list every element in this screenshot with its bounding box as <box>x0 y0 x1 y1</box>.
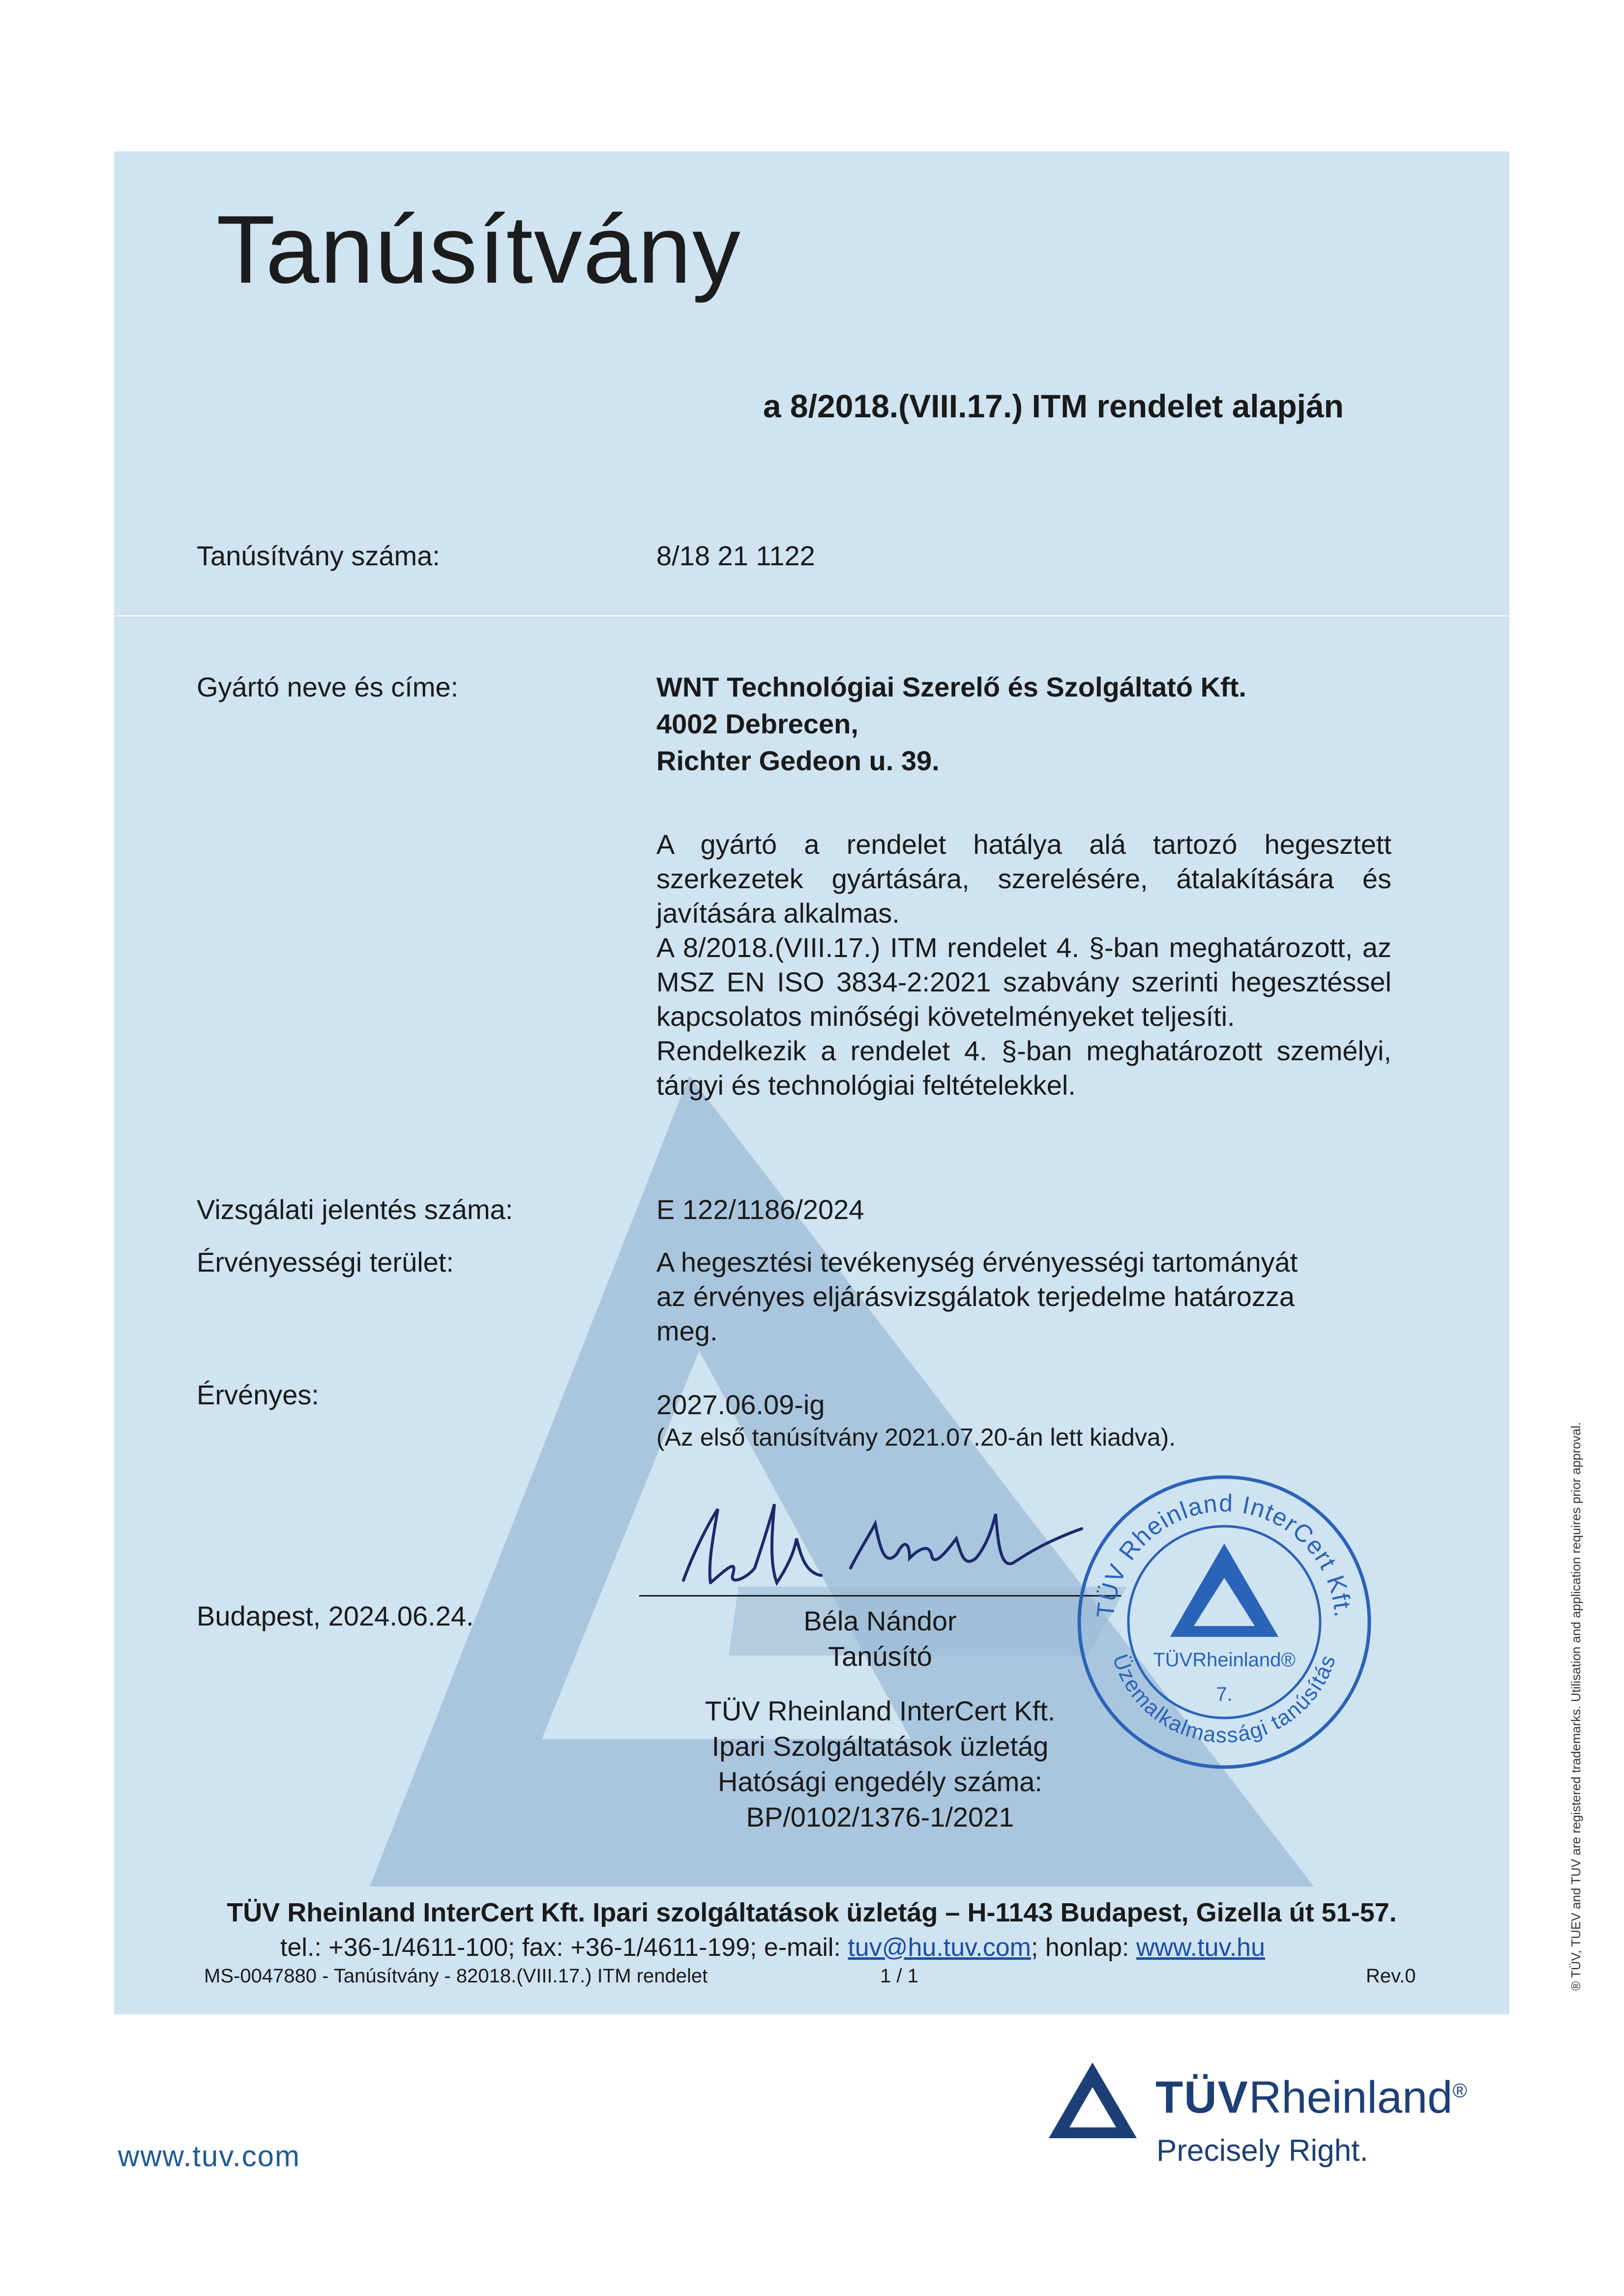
footer-tel-fax: tel.: +36-1/4611-100; fax: +36-1/4611-199; e-mail: <box>280 1933 848 1962</box>
footer-web-link[interactable]: www.tuv.hu <box>1136 1933 1265 1962</box>
brand-name-bold: TÜV <box>1155 2072 1249 2122</box>
scope-line-2: az érvényes eljárásvizsgálatok terjedelme határozza <box>656 1281 1295 1312</box>
statement-paragraph-1: A gyártó a rendelet hatálya alá tartozó hegesztett szerkezetek gyártására, szerelésére, átalakítására és javítására alkalmas. <box>656 829 1391 929</box>
svg-text:TÜV Rheinland InterCert Kft.: TÜV Rheinland InterCert Kft. <box>1091 1489 1357 1620</box>
statement <box>656 827 1391 1103</box>
brand-registered-mark: ® <box>1452 2080 1467 2102</box>
certificate-number-value: 8/18 21 1122 <box>656 540 815 571</box>
validity-value: 2027.06.09-ig <box>656 1389 825 1420</box>
footer-page-number: 1 / 1 <box>880 1965 918 1987</box>
report-number-label: Vizsgálati jelentés száma: <box>197 1194 513 1225</box>
validity-note: (Az első tanúsítvány 2021.07.20-án lett kiadva). <box>656 1424 1176 1451</box>
signer-role: Tanúsító <box>828 1641 932 1672</box>
signer-organization: TÜV Rheinland InterCert Kft. <box>705 1695 1056 1726</box>
manufacturer-street: Richter Gedeon u. 39. <box>656 745 940 776</box>
brand-name <box>1155 2072 1467 2123</box>
website-link[interactable]: www.tuv.com <box>118 2140 300 2173</box>
certificate-number-label: Tanúsítvány száma: <box>197 540 440 571</box>
official-stamp <box>1072 1470 1377 1774</box>
brand-name-rest: Rheinland <box>1249 2072 1453 2122</box>
footer-contact <box>280 1933 1265 1962</box>
footer-web-prefix: ; honlap: <box>1031 1933 1136 1962</box>
svg-text:TÜVRheinland®: TÜVRheinland® <box>1153 1649 1296 1671</box>
footer-revision: Rev.0 <box>1366 1965 1416 1987</box>
footer-document-reference: MS-0047880 - Tanúsítvány - 82018.(VIII.17.) ITM rendelet <box>204 1965 708 1987</box>
scope-label: Érvényességi terület: <box>197 1247 454 1278</box>
permit-number: BP/0102/1376-1/2021 <box>746 1802 1014 1832</box>
validity-label: Érvényes: <box>197 1379 319 1410</box>
handwritten-signature <box>674 1494 1092 1598</box>
permit-label: Hatósági engedély száma: <box>718 1766 1042 1797</box>
manufacturer-label: Gyártó neve és címe: <box>197 671 459 702</box>
report-number-value: E 122/1186/2024 <box>656 1194 864 1225</box>
statement-paragraph-2: A 8/2018.(VIII.17.) ITM rendelet 4. §-ban meghatározott, az MSZ EN ISO 3834-2:2021 szabvány szerinti hegesztéssel kapcsolatos minőségi követelményeket teljesíti. <box>656 932 1391 1032</box>
brand-tagline: Precisely Right. <box>1156 2134 1368 2168</box>
svg-text:7.: 7. <box>1216 1684 1233 1705</box>
manufacturer-name: WNT Technológiai Szerelő és Szolgáltató Kft. <box>656 671 1246 702</box>
trademark-note: ® TÜV, TUEV and TUV are registered trademarks. Utilisation and application requires prior approval. <box>1568 1422 1583 1991</box>
scope-line-1: A hegesztési tevékenység érvényességi tartományát <box>656 1247 1298 1278</box>
document-title: Tanúsítvány <box>216 196 741 303</box>
signature-line <box>639 1595 1121 1597</box>
svg-text:Üzemalkalmassági tanúsítás: Üzemalkalmassági tanúsítás <box>1108 1651 1341 1748</box>
place-and-date: Budapest, 2024.06.24. <box>197 1600 474 1631</box>
signer-division: Ipari Szolgáltatások üzletág <box>711 1731 1049 1762</box>
document-subtitle: a 8/2018.(VIII.17.) ITM rendelet alapján <box>763 388 1344 424</box>
signer-name: Béla Nándor <box>803 1605 957 1636</box>
scope-line-3: meg. <box>656 1315 718 1346</box>
footer-company-address: TÜV Rheinland InterCert Kft. Ipari szolgáltatások üzletág – H-1143 Budapest, Gizella út 51-57. <box>227 1898 1397 1927</box>
statement-paragraph-3: Rendelkezik a rendelet 4. §-ban meghatározott személyi, tárgyi és technológiai feltételekkel. <box>656 1035 1391 1101</box>
tuv-triangle-logo-icon <box>1045 2059 1141 2142</box>
manufacturer-city: 4002 Debrecen, <box>656 708 858 739</box>
footer-email-link[interactable]: tuv@hu.tuv.com <box>848 1933 1031 1962</box>
